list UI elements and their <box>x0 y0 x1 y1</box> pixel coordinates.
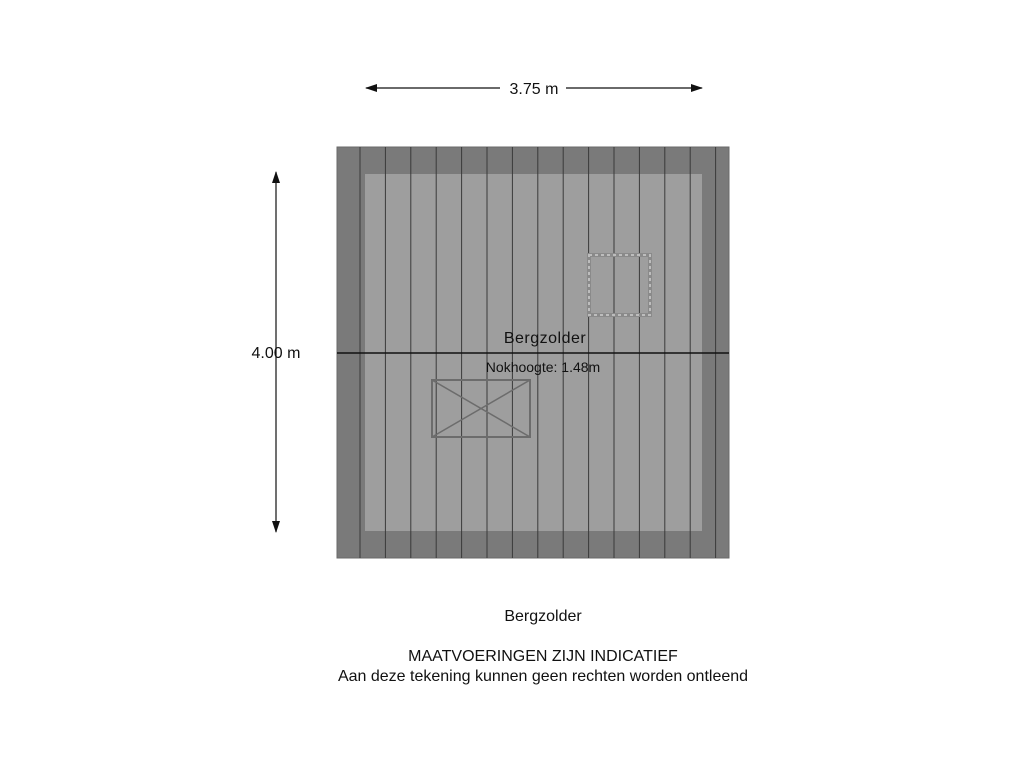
width-dimension <box>366 81 702 98</box>
room-name: Bergzolder <box>503 330 587 347</box>
disclaimer-line-1: MAATVOERINGEN ZIJN INDICATIEF <box>408 648 678 665</box>
drawing-title: Bergzolder <box>504 608 582 625</box>
disclaimer-line-2: Aan deze tekening kunnen geen rechten worden ontleend <box>337 668 749 685</box>
height-dimension <box>252 172 301 532</box>
height-dimension-label: 4.00 m <box>251 345 301 362</box>
ridge-height-label: Nokhoogte: 1.48m <box>485 359 601 375</box>
width-dimension-label: 3.75 m <box>509 81 559 98</box>
roof-plan <box>337 147 729 558</box>
